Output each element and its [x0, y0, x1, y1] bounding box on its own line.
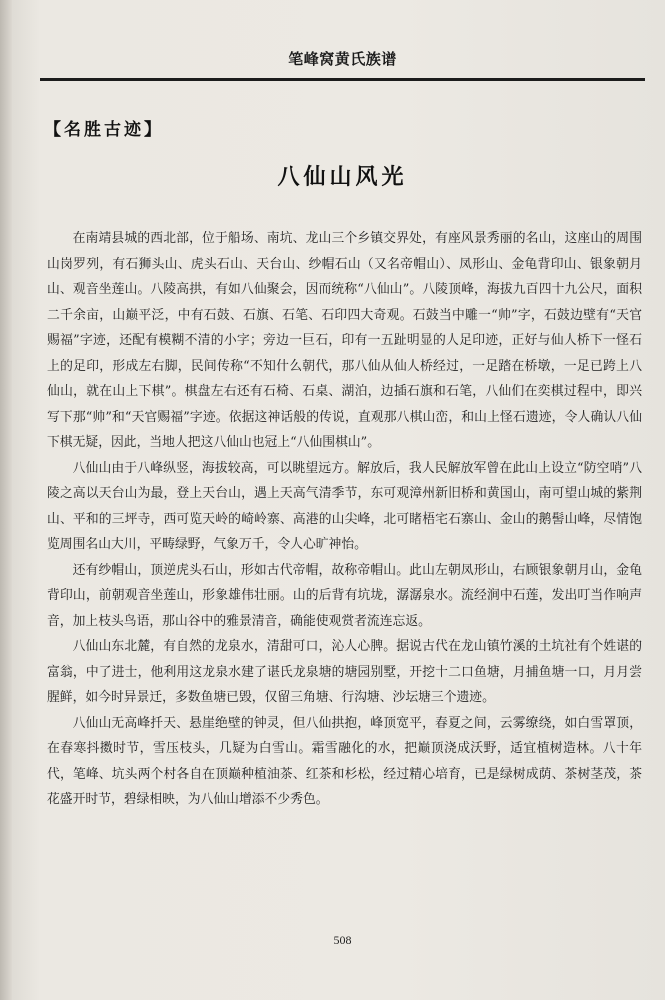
article-title: 八仙山风光 — [277, 164, 408, 190]
article-body — [47, 226, 642, 813]
section-label: 【名胜古迹】 — [44, 120, 164, 140]
paragraph: 八仙山东北麓，有自然的龙泉水，清甜可口，沁人心脾。据说古代在龙山镇竹溪的土坑社有个姓谌的富翁，中了进士，他利用这龙泉水建了谌氏龙泉塘的塘园别墅，开挖十二口鱼塘，月捕鱼塘一口，月月尝腥鲜，如今时异景迁，多数鱼塘已毁，仅留三角塘、行沟塘、沙坛塘三个遗迹。 — [47, 639, 642, 705]
paragraph: 八仙山由于八峰纵竖，海拔较高，可以眺望远方。解放后，我人民解放军曾在此山上设立“防空哨”八陵之高以天台山为最，登上天台山，遇上天高气清季节，东可观漳州新旧桥和黄国山，南可望山城的紫荆山、平和的三坪寺，西可览天岭的崎岭寨、高港的山尖峰，北可睹梧宅石寨山、金山的鹅髻山峰，尽情饱览周围名山大川，平畴绿野，气象万千，令人心旷神怡。 — [47, 460, 642, 552]
page-number: 508 — [333, 933, 352, 947]
running-header-title: 笔峰窝黄氏族谱 — [288, 50, 397, 68]
paragraph: 还有纱帽山，顶逆虎头石山，形如古代帝帽，故称帝帽山。此山左朝凤形山，右顾银象朝月山，金龟背印山，前朝观音坐莲山，形象雄伟壮丽。山的后背有坑垅，潺潺泉水。流经涧中石莲，发出叮当作响声音，加上枝头鸟语，那山谷中的雅景清音，确能使观赏者流连忘返。 — [47, 562, 642, 629]
header-rule — [40, 78, 645, 81]
paragraph: 八仙山无高峰扦天、悬崖绝壁的钟灵，但八仙拱抱，峰顶宽平，春夏之间，云雾缭绕，如白雪罩顶，在春寒抖擞时节，雪压枝头，几疑为白雪山。霜雪融化的水，把巅顶浇成沃野，适宜植树造林。八十年代，笔峰、坑头两个村各自在顶巅种植油茶、红茶和杉松，经过精心培育，已是绿树成荫、茶树茎茂，茶花盛开时节，碧绿相映，为八仙山增添不少秀色。 — [47, 715, 642, 807]
book-spine-shadow — [0, 0, 12, 1000]
paragraph: 在南靖县城的西北部，位于船场、南坑、龙山三个乡镇交界处，有座风景秀丽的名山，这座山的周围山岗罗列，有石狮头山、虎头石山、天台山、纱帽石山（又名帝帽山）、凤形山、金龟背印山、银象朝月山、观音坐莲山。八陵高拱，有如八仙聚会，因而统称“八仙山”。八陵顶峰，海拔九百四十九公尺，面积二千余亩，山巅平泛，中有石鼓、石旗、石笔、石印四大奇观。石鼓当中雕一“帅”字，石鼓边壁有“天官赐福”字迹，还配有模糊不清的小字；旁边一巨石，印有一五趾明显的人足印迹，正好与仙人桥下一怪石上的足印，形成左右脚，民间传称“不知什么朝代，那八仙从仙人桥经过，一足踏在桥墩，一足已跨上八仙山，就在山上下棋”。棋盘左右还有石椅、石桌、湖泊，边插石旗和石笔，八仙们在奕棋过程中，即兴写下那“帅”和“天官赐福”字迹。依据这神话般的传说，直观那八棋山峦，和山上怪石遗迹，令人确认八仙下棋无疑，因此，当地人把这八仙山也冠上“八仙围棋山”。 — [47, 231, 642, 450]
